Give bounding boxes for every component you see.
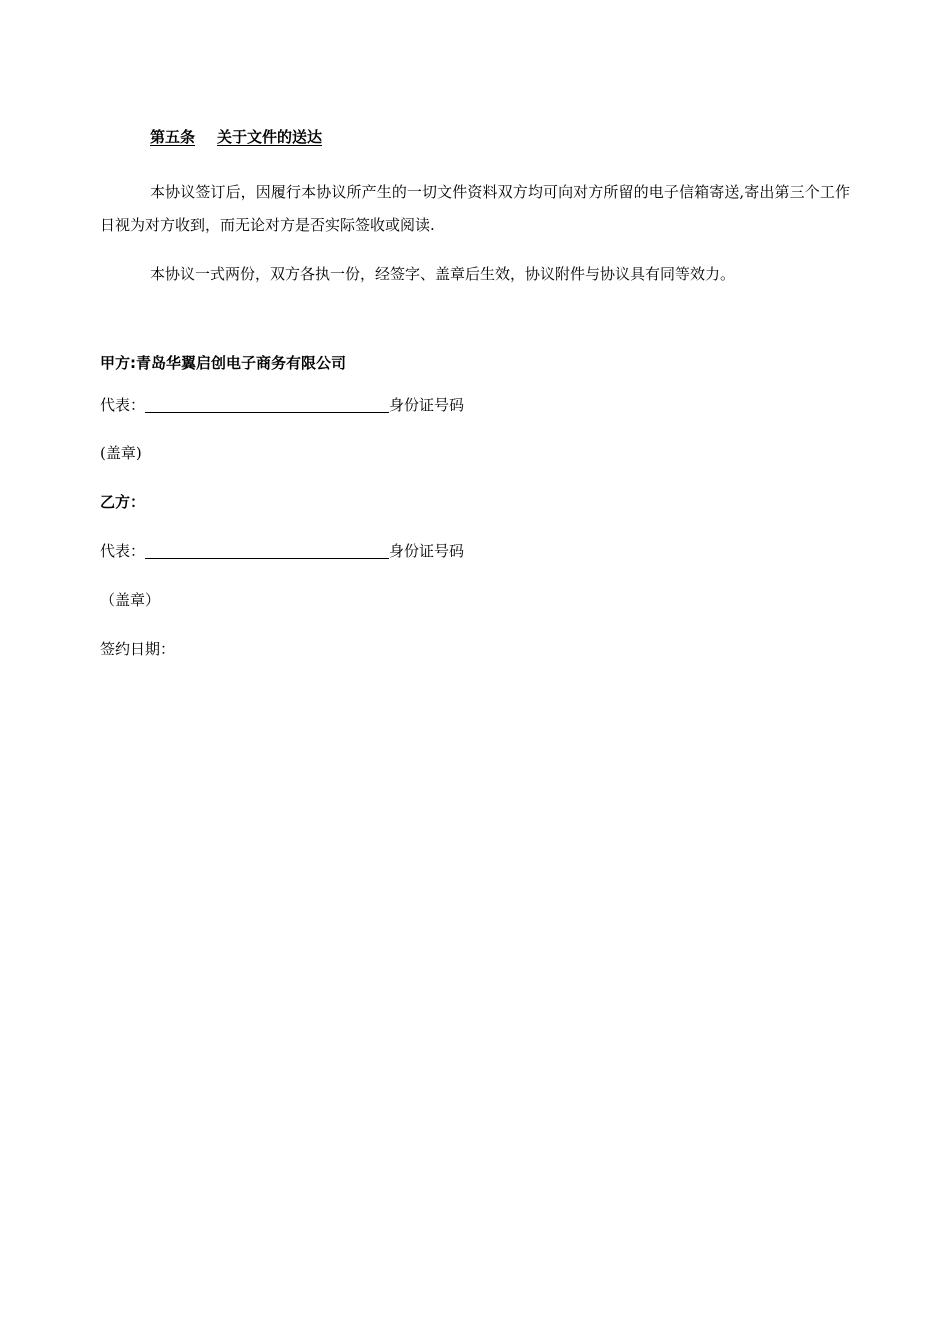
party-a-label: 甲方:青岛华翼启创电子商务有限公司	[100, 354, 347, 372]
paragraph-delivery: 本协议签订后，因履行本协议所产生的一切文件资料双方均可向对方所留的电子信箱寄送,寄出第三个工作日视为对方收到，而无论对方是否实际签收或阅读.	[100, 183, 850, 234]
party-a-seal: (盖章)	[100, 444, 142, 462]
article-number: 第五条	[150, 128, 196, 146]
party-b-seal: （盖章）	[100, 591, 161, 609]
party-b-id-label: 身份证号码	[389, 542, 465, 560]
party-a-representative	[100, 395, 464, 415]
party-b-representative	[100, 541, 464, 561]
party-b-signature-blank	[145, 542, 389, 559]
paragraph-effect: 本协议一式两份，双方各执一份，经签字、盖章后生效，协议附件与协议具有同等效力。	[150, 265, 736, 283]
party-a-signature-blank	[145, 396, 389, 413]
party-a-rep-label: 代表：	[100, 396, 146, 414]
article-title: 关于文件的送达	[217, 128, 323, 146]
party-b-label: 乙方：	[100, 493, 146, 511]
party-a-id-label: 身份证号码	[389, 396, 465, 414]
party-b-rep-label: 代表：	[100, 542, 146, 560]
article-heading	[150, 127, 322, 147]
sign-date-label: 签约日期：	[100, 640, 176, 658]
